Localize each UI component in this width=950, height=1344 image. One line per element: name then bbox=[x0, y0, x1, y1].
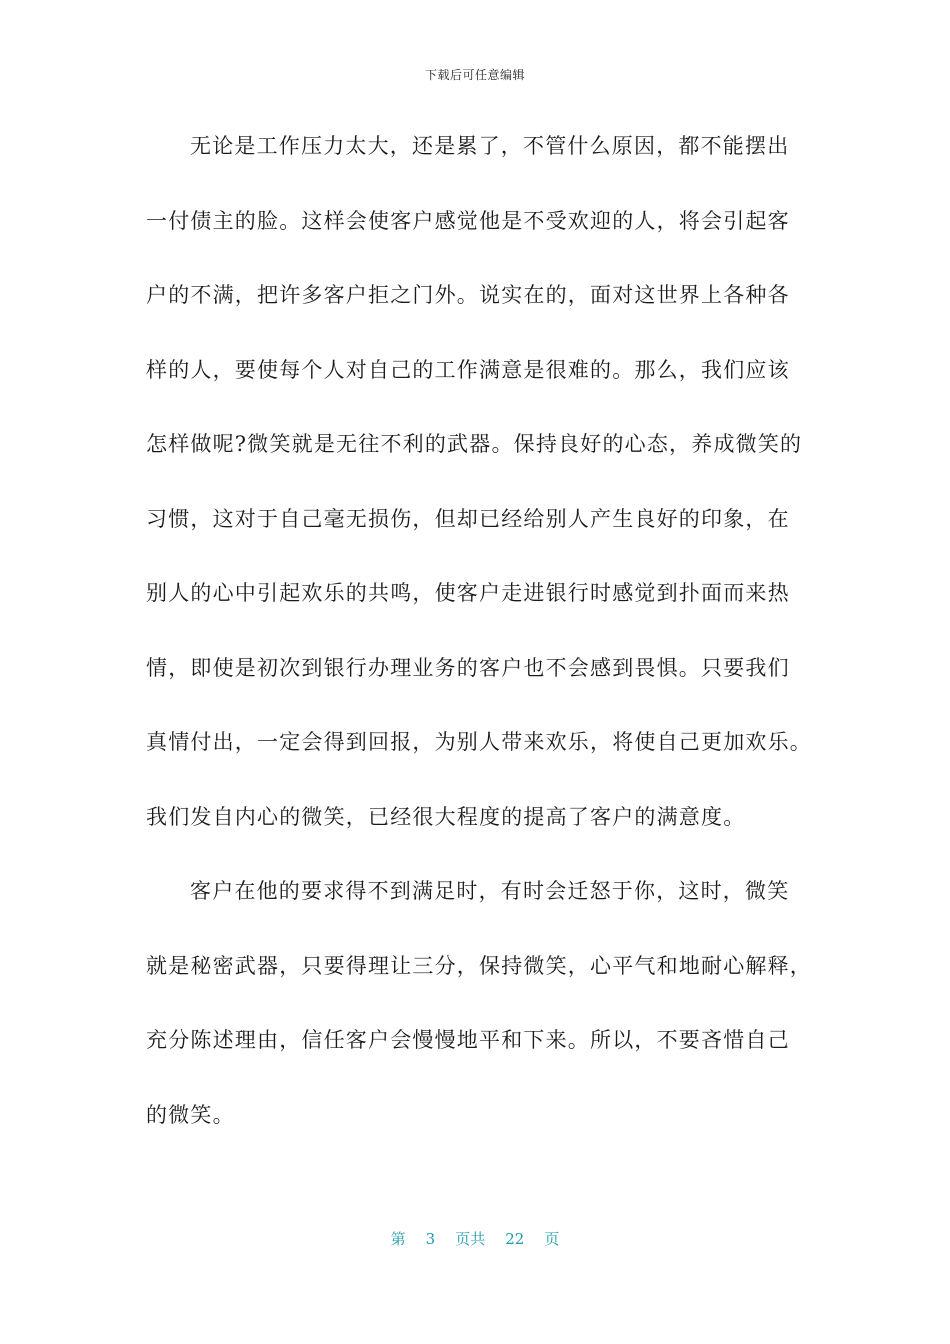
footer-page-suffix: 页 bbox=[544, 1230, 560, 1248]
footer-total-pages: 22 bbox=[505, 1230, 525, 1248]
paragraph-1-line-6: 习惯，这对于自己毫无损伤，但却已经给别人产生良好的印象，在 bbox=[146, 506, 790, 531]
page-header: 下载后可任意编辑 bbox=[424, 68, 525, 82]
paragraph-1-line-4: 样的人，要使每个人对自己的工作满意是很难的。那么，我们应该 bbox=[146, 357, 790, 382]
paragraph-1-line-9: 真情付出，一定会得到回报，为别人带来欢乐，将使自己更加欢乐。 bbox=[146, 730, 812, 754]
paragraph-1-line-5: 怎样做呢?微笑就是无往不利的武器。保持良好的心态，养成微笑的 bbox=[146, 432, 803, 456]
paragraph-2-line-3: 充分陈述理由，信任客户会慢慢地平和下来。所以，不要吝惜自己 bbox=[146, 1028, 790, 1052]
paragraph-1-line-1: 无论是工作压力太大，还是累了，不管什么原因，都不能摆出 bbox=[190, 134, 790, 158]
footer-page-mid: 页共 bbox=[455, 1230, 486, 1248]
paragraph-2-line-1: 客户在他的要求得不到满足时，有时会迁怒于你，这时，微笑 bbox=[190, 879, 790, 903]
paragraph-1-line-8: 情，即使是初次到银行办理业务的客户也不会感到畏惧。只要我们 bbox=[146, 655, 790, 680]
paragraph-1-line-7: 别人的心中引起欢乐的共鸣，使客户走进银行时感觉到扑面而来热 bbox=[146, 581, 790, 605]
footer-page-number: 3 bbox=[425, 1230, 436, 1248]
paragraph-2-line-4: 的微笑。 bbox=[146, 1102, 235, 1127]
document-body bbox=[146, 128, 816, 1171]
paragraph-1-line-10: 我们发自内心的微笑，已经很大程度的提高了客户的满意度。 bbox=[146, 804, 746, 829]
page-footer bbox=[0, 1228, 950, 1249]
paragraph-1-line-2: 一付债主的脸。这样会使客户感觉他是不受欢迎的人，将会引起客 bbox=[146, 208, 790, 233]
paragraph-1-line-3: 户的不满，把许多客户拒之门外。说实在的，面对这世界上各种各 bbox=[146, 283, 790, 307]
paragraph-2-line-2: 就是秘密武器，只要得理让三分，保持微笑，心平气和地耐心解释， bbox=[146, 953, 812, 978]
footer-page-prefix: 第 bbox=[390, 1230, 406, 1248]
